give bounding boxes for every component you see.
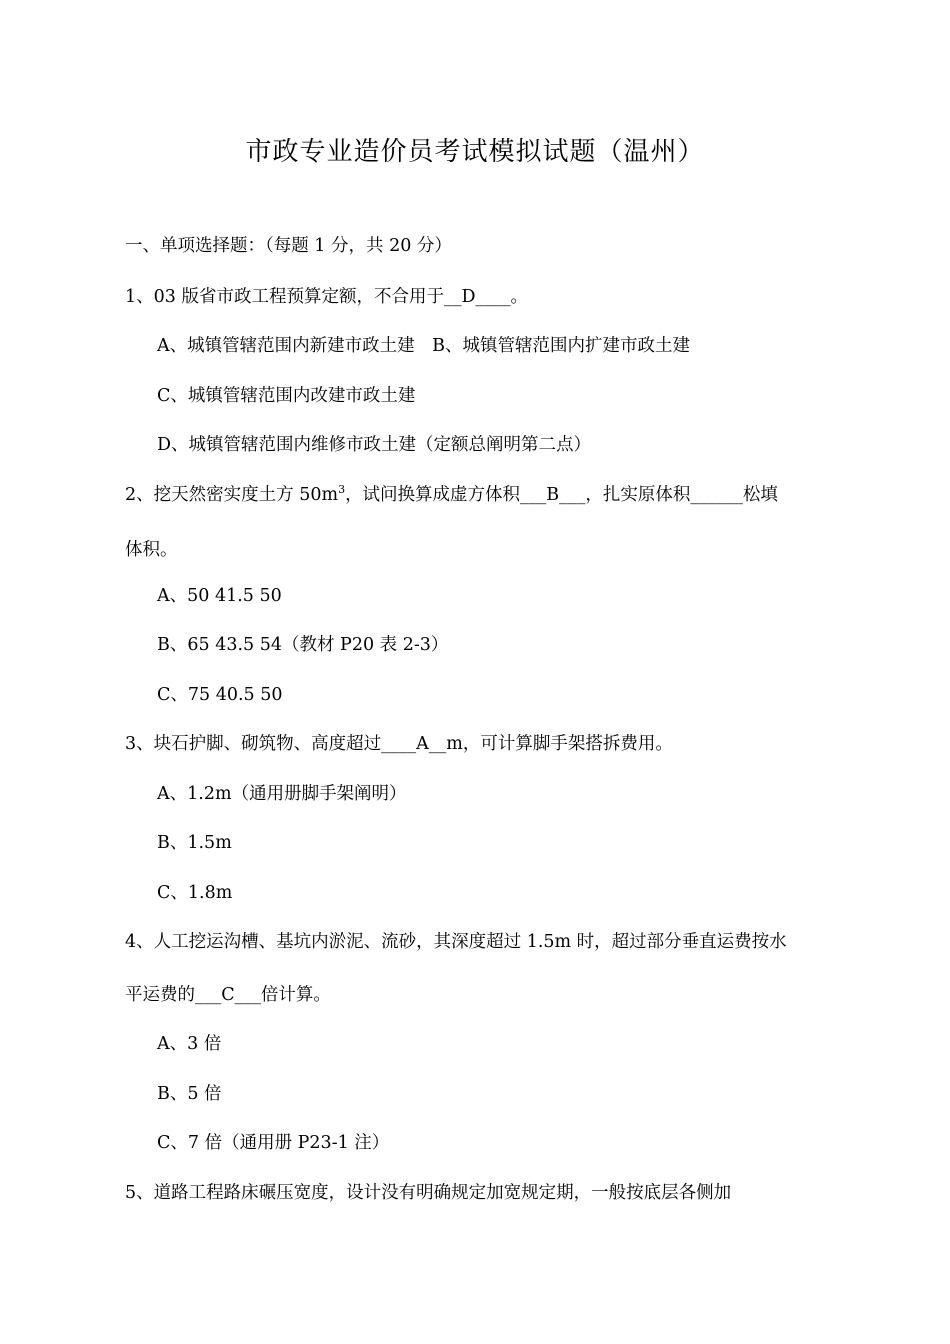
question-2-option-b: B、65 43.5 54（教材 P20 表 2-3） [157, 635, 449, 655]
question-2 [125, 483, 778, 507]
question-4-continuation: 平运费的___C___倍计算。 [125, 985, 331, 1005]
question-2-text-2: ，试问换算成虚方体积___B___，扎实原体积______松填 [345, 485, 778, 505]
question-2-option-a: A、50 41.5 50 [157, 586, 282, 606]
question-3: 3、块石护脚、砌筑物、高度超过____A__m，可计算脚手架搭拆费用。 [125, 734, 673, 754]
question-4-option-a: A、3 倍 [157, 1034, 222, 1054]
question-5: 5、道路工程路床碾压宽度，设计没有明确规定加宽规定期，一般按底层各侧加 [125, 1183, 732, 1203]
question-1-option-d: D、城镇管辖范围内维修市政土建（定额总阐明第二点） [157, 435, 592, 455]
question-2-continuation: 体积。 [125, 540, 178, 560]
question-1-options-a-b: A、城镇管辖范围内新建市政土建 B、城镇管辖范围内扩建市政土建 [157, 336, 690, 356]
question-4-option-c: C、7 倍（通用册 P23-1 注） [157, 1133, 390, 1153]
question-4: 4、人工挖运沟槽、基坑内淤泥、流砂，其深度超过 1.5m 时，超过部分垂直运费按水 [125, 932, 787, 952]
page-title: 市政专业造价员考试模拟试题（温州） [245, 137, 705, 167]
question-3-option-a: A、1.2m（通用册脚手架阐明） [157, 784, 407, 804]
question-2-text-1: 2、挖天然密实度土方 50m [125, 485, 339, 505]
question-2-option-c: C、75 40.5 50 [157, 685, 283, 705]
question-1: 1、03 版省市政工程预算定额，不合用于__D____。 [125, 287, 528, 307]
question-2-superscript: 3 [338, 483, 346, 497]
question-4-option-b: B、5 倍 [157, 1084, 222, 1104]
section-heading: 一、单项选择题：（每题 1 分，共 20 分） [125, 236, 452, 256]
question-1-option-c: C、城镇管辖范围内改建市政土建 [157, 386, 416, 406]
question-3-option-b: B、1.5m [157, 833, 232, 853]
question-3-option-c: C、1.8m [157, 883, 233, 903]
